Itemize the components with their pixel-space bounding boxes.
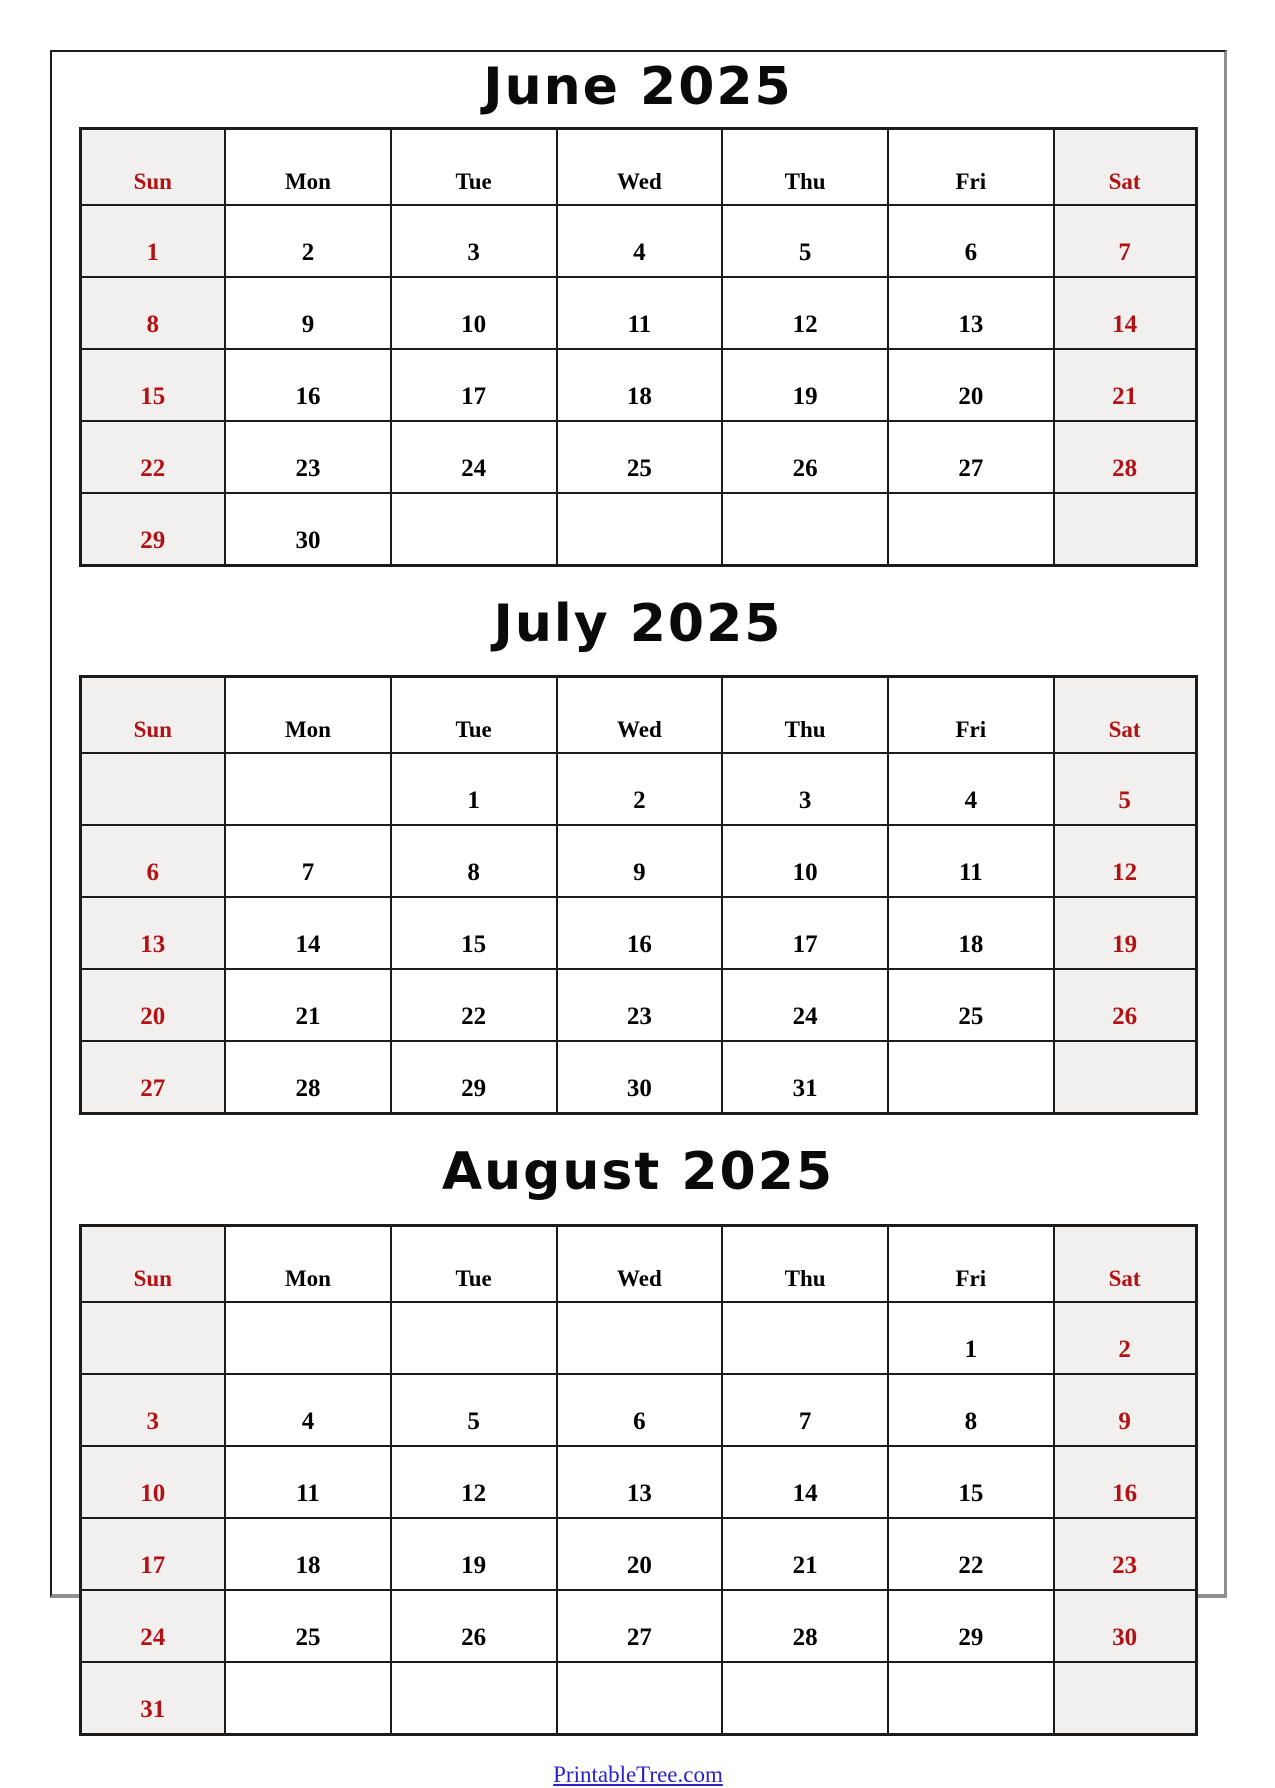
weekday-header-wed: Wed (557, 1225, 723, 1302)
page-frame (50, 50, 1227, 1787)
day-cell-june-6: 6 (888, 205, 1054, 277)
day-cell-empty (80, 1302, 225, 1374)
week-row (80, 349, 1196, 421)
day-cell-july-24: 24 (722, 969, 888, 1041)
day-cell-august-5: 5 (391, 1374, 557, 1446)
day-cell-empty (557, 1662, 723, 1735)
month-section (52, 1115, 1224, 1736)
day-cell-august-9: 9 (1054, 1374, 1196, 1446)
day-cell-june-7: 7 (1054, 205, 1196, 277)
week-row (80, 1446, 1196, 1518)
day-cell-empty (888, 1041, 1054, 1114)
weekday-header-mon: Mon (225, 677, 391, 754)
day-cell-july-14: 14 (225, 897, 391, 969)
day-cell-july-30: 30 (557, 1041, 723, 1114)
week-row (80, 1590, 1196, 1662)
month-title-june: June 2025 (483, 57, 793, 117)
day-cell-june-26: 26 (722, 421, 888, 493)
day-cell-june-29: 29 (80, 493, 225, 566)
day-cell-july-10: 10 (722, 825, 888, 897)
day-cell-empty (225, 1662, 391, 1735)
day-cell-august-3: 3 (80, 1374, 225, 1446)
day-cell-june-8: 8 (80, 277, 225, 349)
week-row (80, 493, 1196, 566)
day-cell-june-13: 13 (888, 277, 1054, 349)
day-cell-empty (391, 1302, 557, 1374)
weekday-header-row (80, 128, 1196, 205)
day-cell-june-22: 22 (80, 421, 225, 493)
week-row (80, 1374, 1196, 1446)
day-cell-august-7: 7 (722, 1374, 888, 1446)
day-cell-july-25: 25 (888, 969, 1054, 1041)
day-cell-july-16: 16 (557, 897, 723, 969)
day-cell-june-28: 28 (1054, 421, 1196, 493)
day-cell-empty (225, 753, 391, 825)
weekday-header-thu: Thu (722, 677, 888, 754)
weekday-header-tue: Tue (391, 1225, 557, 1302)
weekday-header-row (80, 1225, 1196, 1302)
day-cell-july-15: 15 (391, 897, 557, 969)
day-cell-august-20: 20 (557, 1518, 723, 1590)
week-row (80, 421, 1196, 493)
week-row (80, 825, 1196, 897)
day-cell-july-17: 17 (722, 897, 888, 969)
day-cell-june-21: 21 (1054, 349, 1196, 421)
day-cell-empty (225, 1302, 391, 1374)
day-cell-july-6: 6 (80, 825, 225, 897)
day-cell-empty (888, 493, 1054, 566)
month-grid (79, 1224, 1198, 1736)
day-cell-july-22: 22 (391, 969, 557, 1041)
day-cell-june-19: 19 (722, 349, 888, 421)
day-cell-empty (1054, 493, 1196, 566)
day-cell-july-18: 18 (888, 897, 1054, 969)
day-cell-july-7: 7 (225, 825, 391, 897)
day-cell-august-11: 11 (225, 1446, 391, 1518)
day-cell-empty (888, 1662, 1054, 1735)
day-cell-august-29: 29 (888, 1590, 1054, 1662)
week-row (80, 1518, 1196, 1590)
weekday-header-sun: Sun (80, 677, 225, 754)
day-cell-august-14: 14 (722, 1446, 888, 1518)
week-row (80, 897, 1196, 969)
day-cell-june-10: 10 (391, 277, 557, 349)
weekday-header-sat: Sat (1054, 677, 1196, 754)
day-cell-june-2: 2 (225, 205, 391, 277)
day-cell-july-28: 28 (225, 1041, 391, 1114)
day-cell-july-13: 13 (80, 897, 225, 969)
day-cell-august-2: 2 (1054, 1302, 1196, 1374)
day-cell-june-24: 24 (391, 421, 557, 493)
week-row (80, 1662, 1196, 1735)
week-row (80, 205, 1196, 277)
day-cell-july-4: 4 (888, 753, 1054, 825)
day-cell-july-5: 5 (1054, 753, 1196, 825)
day-cell-july-23: 23 (557, 969, 723, 1041)
day-cell-august-16: 16 (1054, 1446, 1196, 1518)
day-cell-empty (1054, 1662, 1196, 1735)
day-cell-june-18: 18 (557, 349, 723, 421)
day-cell-empty (722, 493, 888, 566)
weekday-header-fri: Fri (888, 677, 1054, 754)
week-row (80, 277, 1196, 349)
day-cell-august-1: 1 (888, 1302, 1054, 1374)
day-cell-june-20: 20 (888, 349, 1054, 421)
weekday-header-fri: Fri (888, 128, 1054, 205)
day-cell-august-18: 18 (225, 1518, 391, 1590)
day-cell-august-24: 24 (80, 1590, 225, 1662)
calendar-months (52, 52, 1224, 1736)
day-cell-july-31: 31 (722, 1041, 888, 1114)
week-row (80, 753, 1196, 825)
day-cell-july-19: 19 (1054, 897, 1196, 969)
day-cell-august-6: 6 (557, 1374, 723, 1446)
weekday-header-row (80, 677, 1196, 754)
day-cell-empty (1054, 1041, 1196, 1114)
day-cell-june-11: 11 (557, 277, 723, 349)
weekday-header-mon: Mon (225, 1225, 391, 1302)
day-cell-august-12: 12 (391, 1446, 557, 1518)
day-cell-july-9: 9 (557, 825, 723, 897)
weekday-header-thu: Thu (722, 1225, 888, 1302)
footer (52, 1762, 1224, 1788)
day-cell-august-30: 30 (1054, 1590, 1196, 1662)
day-cell-june-30: 30 (225, 493, 391, 566)
day-cell-july-1: 1 (391, 753, 557, 825)
day-cell-august-19: 19 (391, 1518, 557, 1590)
day-cell-empty (557, 493, 723, 566)
day-cell-empty (722, 1302, 888, 1374)
weekday-header-wed: Wed (557, 677, 723, 754)
weekday-header-sat: Sat (1054, 128, 1196, 205)
day-cell-july-26: 26 (1054, 969, 1196, 1041)
day-cell-june-16: 16 (225, 349, 391, 421)
day-cell-august-13: 13 (557, 1446, 723, 1518)
weekday-header-sun: Sun (80, 1225, 225, 1302)
day-cell-empty (557, 1302, 723, 1374)
month-grid (79, 675, 1198, 1115)
day-cell-july-20: 20 (80, 969, 225, 1041)
weekday-header-tue: Tue (391, 677, 557, 754)
day-cell-july-27: 27 (80, 1041, 225, 1114)
day-cell-august-8: 8 (888, 1374, 1054, 1446)
month-section (52, 567, 1224, 1116)
week-row (80, 969, 1196, 1041)
day-cell-august-10: 10 (80, 1446, 225, 1518)
day-cell-august-25: 25 (225, 1590, 391, 1662)
day-cell-june-9: 9 (225, 277, 391, 349)
day-cell-june-4: 4 (557, 205, 723, 277)
day-cell-august-31: 31 (80, 1662, 225, 1735)
day-cell-july-2: 2 (557, 753, 723, 825)
printabletree-link[interactable]: PrintableTree.com (553, 1761, 723, 1787)
weekday-header-wed: Wed (557, 128, 723, 205)
day-cell-august-28: 28 (722, 1590, 888, 1662)
day-cell-august-27: 27 (557, 1590, 723, 1662)
weekday-header-sun: Sun (80, 128, 225, 205)
weekday-header-mon: Mon (225, 128, 391, 205)
day-cell-empty (391, 1662, 557, 1735)
weekday-header-fri: Fri (888, 1225, 1054, 1302)
day-cell-june-5: 5 (722, 205, 888, 277)
day-cell-august-17: 17 (80, 1518, 225, 1590)
day-cell-june-17: 17 (391, 349, 557, 421)
day-cell-july-3: 3 (722, 753, 888, 825)
day-cell-august-21: 21 (722, 1518, 888, 1590)
day-cell-july-12: 12 (1054, 825, 1196, 897)
day-cell-june-25: 25 (557, 421, 723, 493)
day-cell-june-14: 14 (1054, 277, 1196, 349)
month-title-july: July 2025 (493, 593, 783, 654)
day-cell-empty (722, 1662, 888, 1735)
day-cell-august-4: 4 (225, 1374, 391, 1446)
weekday-header-sat: Sat (1054, 1225, 1196, 1302)
day-cell-june-1: 1 (80, 205, 225, 277)
weekday-header-thu: Thu (722, 128, 888, 205)
day-cell-empty (391, 493, 557, 566)
day-cell-august-22: 22 (888, 1518, 1054, 1590)
day-cell-june-27: 27 (888, 421, 1054, 493)
day-cell-june-23: 23 (225, 421, 391, 493)
day-cell-empty (80, 753, 225, 825)
week-row (80, 1041, 1196, 1114)
day-cell-june-12: 12 (722, 277, 888, 349)
month-title-august: August 2025 (441, 1142, 835, 1203)
day-cell-july-8: 8 (391, 825, 557, 897)
day-cell-august-23: 23 (1054, 1518, 1196, 1590)
day-cell-july-29: 29 (391, 1041, 557, 1114)
day-cell-july-21: 21 (225, 969, 391, 1041)
week-row (80, 1302, 1196, 1374)
month-grid (79, 127, 1198, 567)
weekday-header-tue: Tue (391, 128, 557, 205)
day-cell-august-15: 15 (888, 1446, 1054, 1518)
day-cell-june-3: 3 (391, 205, 557, 277)
day-cell-august-26: 26 (391, 1590, 557, 1662)
month-section (52, 52, 1224, 567)
day-cell-june-15: 15 (80, 349, 225, 421)
day-cell-july-11: 11 (888, 825, 1054, 897)
